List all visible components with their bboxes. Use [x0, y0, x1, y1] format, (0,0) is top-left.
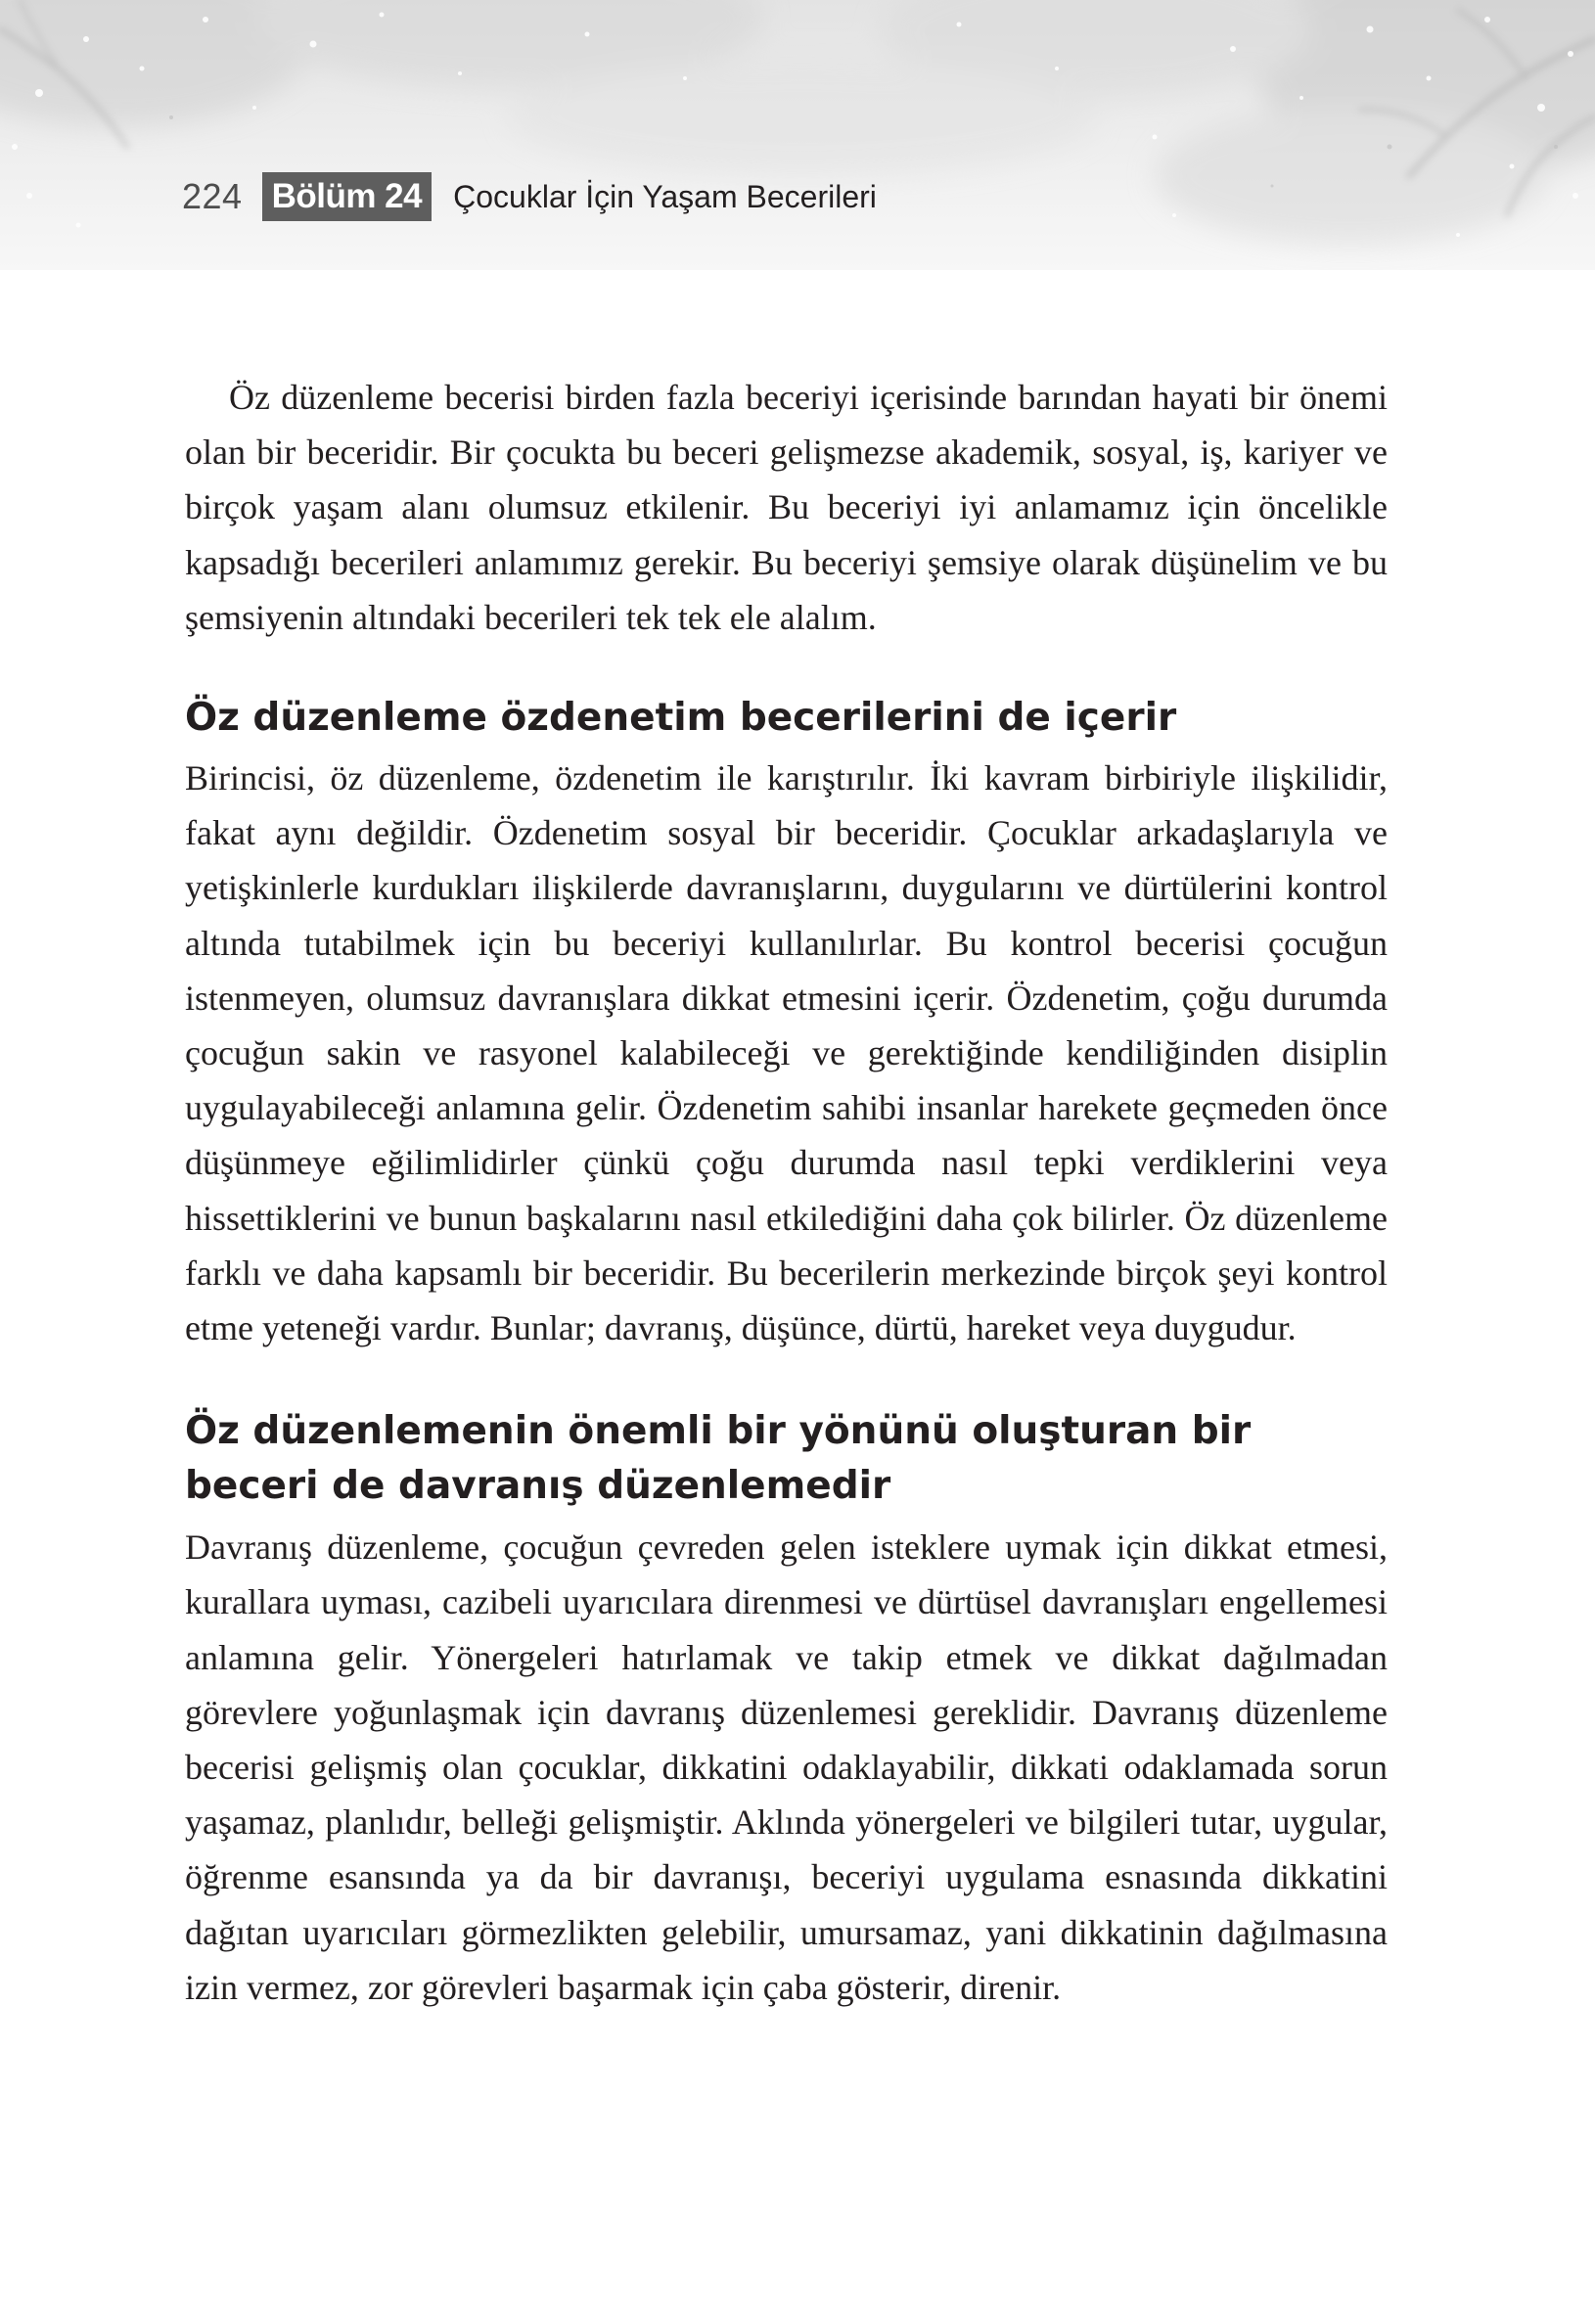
section-heading-behavior-regulation: Öz düzenlemenin önemli bir yönünü oluşturan bir beceri de davranış düzenlemedir [185, 1409, 1252, 1509]
intro-paragraph: Öz düzenleme becerisi birden fazla beceriyi içerisinde barından hayati bir önemi olan bir beceridir. Bir çocukta bu beceri gelişmezse akademik, sosyal, iş, kariyer ve birçok yaşam alanı olumsuz etkilenir. Bu beceriyi iyi anlamamız için öncelikle kapsadığı becerileri anlamımız gerekir. Bu beceriyi şemsiye olarak düşünelim ve bu şemsiyenin altındaki becerileri tek tek ele alalım. [185, 378, 1388, 637]
chapter-label: Bölüm 24 [262, 172, 433, 221]
page-number: 224 [182, 176, 243, 216]
book-title: Çocuklar İçin Yaşam Becerileri [453, 178, 877, 214]
header-band [0, 0, 1595, 270]
section-paragraph-self-control: Birincisi, öz düzenleme, özdenetim ile karıştırılır. İki kavram birbiriyle ilişkilidir, fakat aynı değildir. Özdenetim sosyal bir beceridir. Çocuklar arkadaşlarıyla ve yetişkinlerle kurdukları ilişkilerde davranışlarını, duygularını ve dürtülerini kontrol altında tutabilmek için bu beceriyi kullanılırlar. Bu kontrol becerisi çocuğun istenmeyen, olumsuz davranışlara dikkat etmesini içerir. Özdenetim, çoğu durumda çocuğun sakin ve rasyonel kalabileceği ve gerektiğinde kendiliğinden disiplin uygulayabileceği anlamına gelir. Özdenetim sahibi insanlar harekete geçmeden önce düşünmeye eğilimlidirler çünkü çoğu durumda nasıl tepki verdiklerini veya hissettiklerini ve bunun başkalarını nasıl etkilediğini daha çok bilirler. Öz düzenleme farklı ve daha kapsamlı bir beceridir. Bu becerilerin merkezinde birçok şeyi kontrol etme yeteneği vardır. Bunlar; davranış, düşünce, dürtü, hareket veya duygudur. [185, 758, 1388, 1348]
running-head [182, 172, 877, 221]
section-paragraph-behavior-regulation: Davranış düzenleme, çocuğun çevreden gelen isteklere uymak için dikkat etmesi, kurallara uyması, cazibeli uyarıcılara direnmesi ve dürtüsel davranışları engellemesi anlamına gelir. Yönergeleri hatırlamak ve takip etmek ve dikkat dağılmadan görevlere yoğunlaşmak için davranış düzenlemesi gereklidir. Davranış düzenleme becerisi gelişmiş olan çocuklar, dikkatini odaklayabilir, dikkati odaklamada sorun yaşamaz, planlıdır, belleği gelişmiştir. Aklında yönergeleri ve bilgileri tutar, uygular, öğrenme esansında ya da bir davranışı, beceriyi uygulama esnasında dikkatini dağıtan uyarıcıları görmezlikten gelebilir, umursamaz, yani dikkatinin dağılmasına izin vermez, zor görevleri başarmak için çaba gösterir, direnir. [185, 1527, 1388, 2007]
header-texture [0, 0, 1595, 270]
section-heading-self-control: Öz düzenleme özdenetim becerilerini de içerir [185, 696, 1177, 741]
page-content [185, 370, 1388, 2015]
